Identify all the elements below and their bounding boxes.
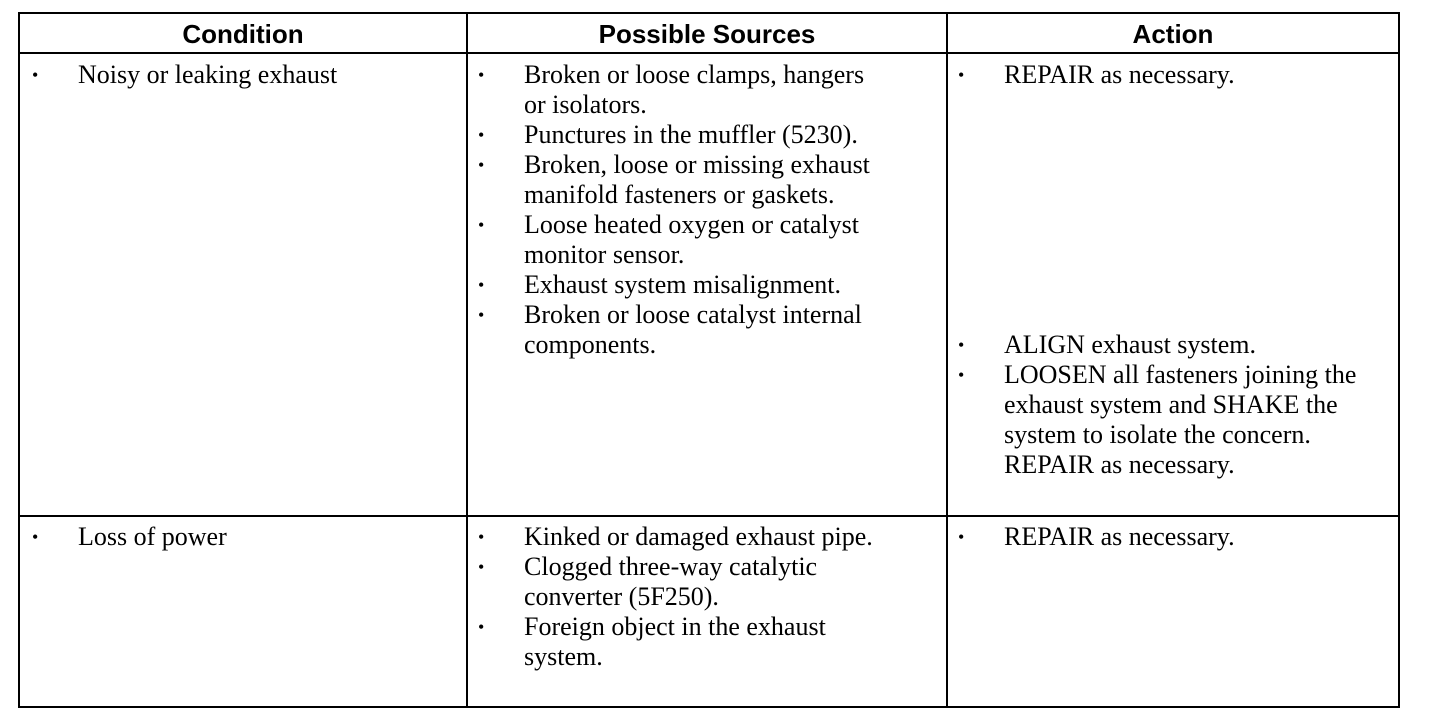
- column-divider: [946, 14, 948, 706]
- list-item: • Broken, loose or missing exhaust manifold fasteners or gaskets.: [478, 150, 870, 209]
- list-item: • Kinked or damaged exhaust pipe.: [478, 522, 873, 551]
- row-divider: [20, 515, 1398, 517]
- list-item: • Exhaust system misalignment.: [478, 270, 842, 299]
- row-1-actions-continued: [950, 330, 1360, 480]
- list-item: • LOOSEN all fasteners joining the exhaust system and SHAKE the system to isolate the concern. REPAIR as necessary.: [958, 360, 1357, 479]
- row-2-actions: [950, 522, 1360, 552]
- list-item: • ALIGN exhaust system.: [958, 330, 1257, 359]
- list-item: • Loose heated oxygen or catalyst monitor sensor.: [478, 210, 859, 269]
- list-item: • REPAIR as necessary.: [958, 522, 1235, 551]
- list-item: • Clogged three-way catalytic converter (5F250).: [478, 552, 818, 611]
- row-1-sources: [470, 60, 880, 360]
- list-item: • REPAIR as necessary.: [958, 60, 1235, 89]
- header-possible-sources: Possible Sources: [598, 19, 816, 49]
- list-item: • Noisy or leaking exhaust: [32, 60, 338, 89]
- list-item: • Loss of power: [32, 522, 227, 551]
- row-1-actions: [950, 60, 1360, 90]
- header-condition: Condition: [182, 19, 304, 49]
- row-1-condition: [24, 60, 462, 90]
- troubleshooting-table: [18, 12, 1400, 708]
- row-2-condition: [24, 522, 462, 552]
- column-divider: [466, 14, 468, 706]
- row-2-sources: [470, 522, 880, 672]
- list-item: • Foreign object in the exhaust system.: [478, 612, 826, 671]
- list-item: • Broken or loose catalyst internal components.: [478, 300, 862, 359]
- header-action: Action: [1132, 19, 1214, 49]
- list-item: • Punctures in the muffler (5230).: [478, 120, 858, 149]
- list-item: • Broken or loose clamps, hangers or isolators.: [478, 60, 865, 119]
